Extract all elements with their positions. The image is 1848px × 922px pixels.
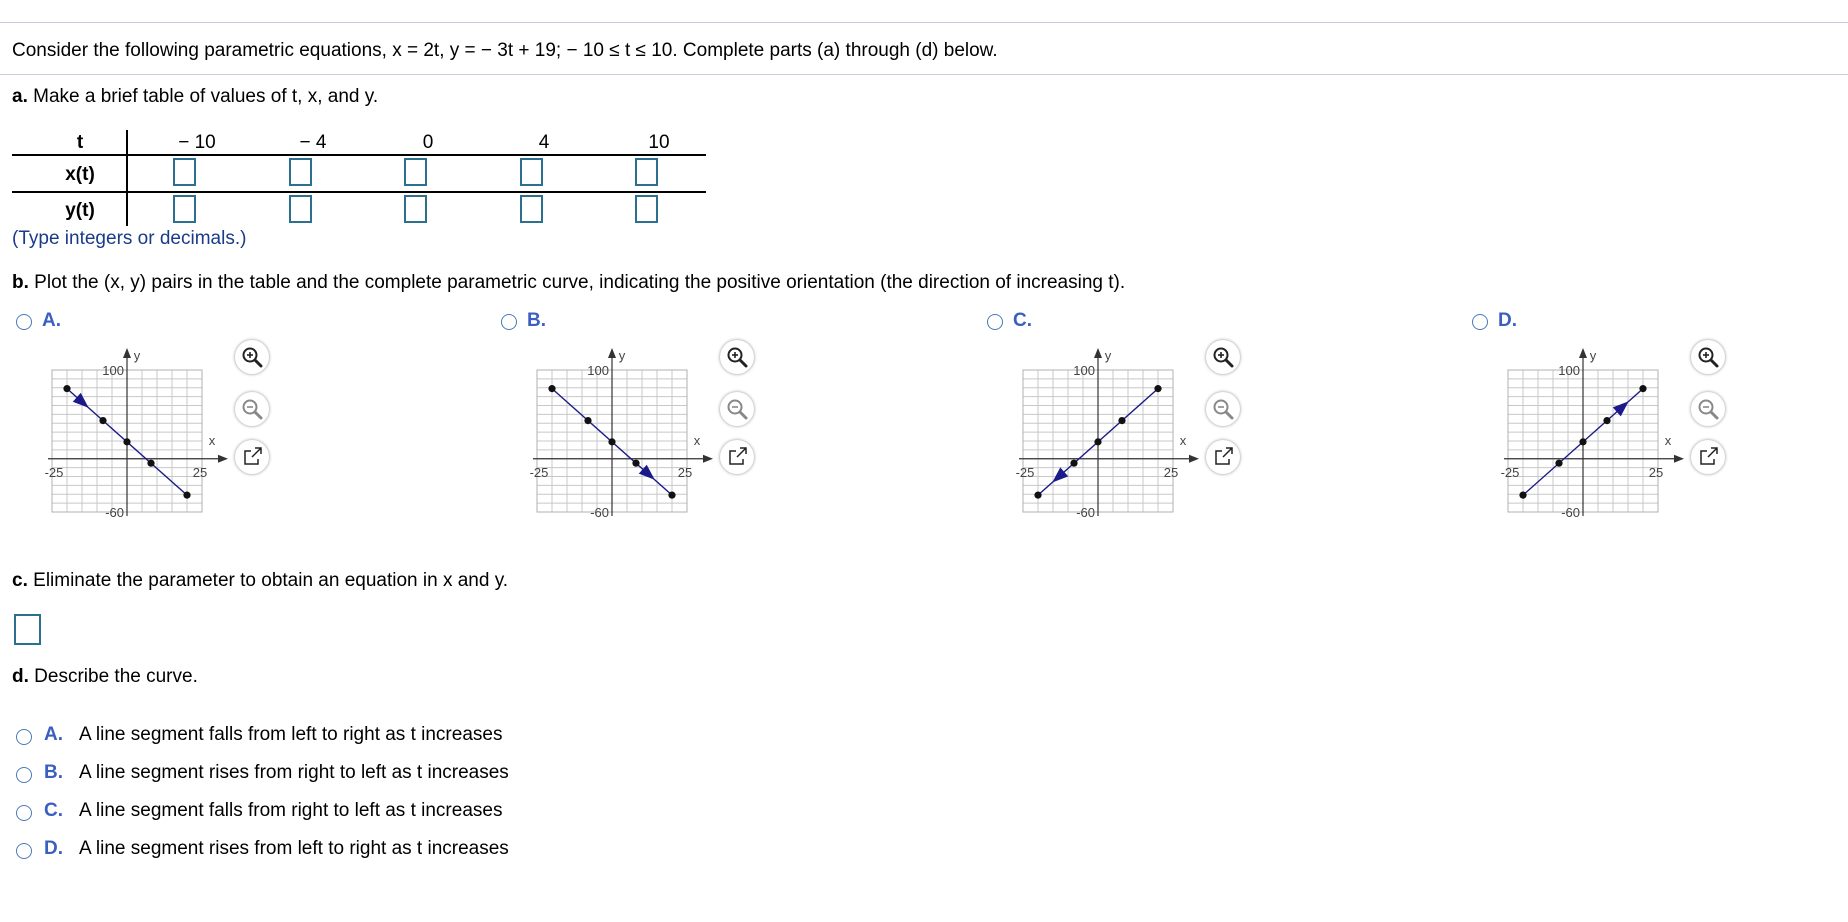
y-tick-label: -60 — [590, 505, 609, 520]
zoom-in-icon[interactable] — [235, 340, 269, 374]
y-input[interactable] — [404, 195, 427, 223]
x-axis-arrow — [1189, 455, 1199, 463]
data-point — [1639, 385, 1646, 392]
option-letter: C. — [44, 800, 63, 821]
data-point — [668, 492, 675, 499]
option-text: A line segment rises from left to right as t increases — [79, 838, 509, 859]
radio-button[interactable] — [16, 805, 32, 821]
y-tick-label: -60 — [1076, 505, 1095, 520]
data-point — [63, 385, 70, 392]
row-header-x: x(t) — [65, 164, 95, 185]
data-point — [584, 417, 591, 424]
zoom-out-icon[interactable] — [720, 392, 754, 426]
x-tick-label: -25 — [529, 464, 549, 480]
t-value: − 4 — [299, 132, 327, 153]
x-tick-label: 25 — [677, 464, 693, 480]
data-point — [1603, 417, 1610, 424]
data-point — [1154, 385, 1161, 392]
radio-button[interactable] — [16, 767, 32, 783]
data-point — [1070, 460, 1077, 467]
t-value: − 10 — [178, 132, 216, 153]
part-a-text: Make a brief table of values of t, x, and y. — [33, 86, 379, 107]
part-b-label: b. — [12, 272, 29, 293]
y-axis-name: y — [133, 348, 141, 363]
x-tick-label: -25 — [1015, 464, 1035, 480]
data-point — [99, 417, 106, 424]
y-axis-arrow — [1094, 348, 1102, 358]
t-value: 10 — [648, 132, 670, 153]
y-tick-label: 100 — [587, 363, 609, 378]
y-tick-label: 100 — [1073, 363, 1095, 378]
open-new-window-icon[interactable] — [720, 440, 754, 474]
t-value: 0 — [422, 132, 434, 153]
data-point — [1519, 492, 1526, 499]
table-vertical-rule — [126, 130, 128, 226]
data-point — [1094, 438, 1101, 445]
t-value: 4 — [538, 132, 550, 153]
y-tick-label: 100 — [1558, 363, 1580, 378]
equation-input[interactable] — [14, 614, 41, 645]
x-input[interactable] — [520, 158, 543, 186]
zoom-out-icon[interactable] — [1691, 392, 1725, 426]
part-a-label: a. — [12, 86, 28, 107]
y-axis-name: y — [1589, 348, 1597, 363]
part-d-label: d. — [12, 666, 29, 687]
data-point — [548, 385, 555, 392]
x-axis-name: x — [208, 432, 216, 448]
problem-intro: Consider the following parametric equations, x = 2t, y = − 3t + 19; − 10 ≤ t ≤ 10. Complete parts (a) through (d) below. — [12, 40, 998, 61]
intro-divider — [0, 74, 1848, 75]
y-tick-label: -60 — [105, 505, 124, 520]
table-rule-1 — [12, 154, 706, 156]
option-text: A line segment falls from left to right as t increases — [79, 724, 503, 745]
open-new-window-icon[interactable] — [1206, 440, 1240, 474]
part-c-label: c. — [12, 570, 28, 591]
radio-button[interactable] — [1472, 314, 1488, 330]
x-axis-arrow — [1674, 455, 1684, 463]
option-text: A line segment falls from right to left as t increases — [79, 800, 503, 821]
x-tick-label: -25 — [1500, 464, 1520, 480]
radio-button[interactable] — [501, 314, 517, 330]
y-tick-label: -60 — [1561, 505, 1580, 520]
graph — [985, 340, 1225, 520]
data-point — [1034, 492, 1041, 499]
option-letter: C. — [1013, 310, 1032, 331]
option-text: A line segment rises from right to left as t increases — [79, 762, 509, 783]
y-tick-label: 100 — [102, 363, 124, 378]
x-input[interactable] — [289, 158, 312, 186]
x-axis-name: x — [1664, 432, 1672, 448]
data-point — [1555, 460, 1562, 467]
top-divider — [0, 22, 1848, 23]
zoom-in-icon[interactable] — [1691, 340, 1725, 374]
part-d-prompt — [12, 666, 198, 688]
radio-button[interactable] — [16, 843, 32, 859]
graph — [499, 340, 739, 520]
option-letter: D. — [44, 838, 63, 859]
part-d-text: Describe the curve. — [34, 666, 198, 687]
y-axis-arrow — [1579, 348, 1587, 358]
x-input[interactable] — [173, 158, 196, 186]
part-b-prompt — [12, 272, 1125, 294]
y-axis-arrow — [608, 348, 616, 358]
data-point — [123, 438, 130, 445]
table-rule-2 — [12, 191, 706, 193]
zoom-out-icon[interactable] — [235, 392, 269, 426]
x-tick-label: 25 — [1648, 464, 1664, 480]
x-input[interactable] — [635, 158, 658, 186]
open-new-window-icon[interactable] — [235, 440, 269, 474]
option-letter: A. — [42, 310, 61, 331]
y-axis-name: y — [618, 348, 626, 363]
data-point — [1579, 438, 1586, 445]
option-letter: D. — [1498, 310, 1517, 331]
row-header-y: y(t) — [65, 200, 95, 221]
data-point — [183, 492, 190, 499]
zoom-in-icon[interactable] — [720, 340, 754, 374]
part-a-prompt — [12, 86, 378, 108]
x-axis-name: x — [693, 432, 701, 448]
y-axis-arrow — [123, 348, 131, 358]
option-letter: B. — [527, 310, 546, 331]
y-axis-name: y — [1104, 348, 1112, 363]
data-point — [632, 460, 639, 467]
part-c-text: Eliminate the parameter to obtain an equation in x and y. — [33, 570, 509, 591]
radio-button[interactable] — [987, 314, 1003, 330]
radio-button[interactable] — [16, 729, 32, 745]
zoom-out-icon[interactable] — [1206, 392, 1240, 426]
radio-button[interactable] — [16, 314, 32, 330]
open-new-window-icon[interactable] — [1691, 440, 1725, 474]
zoom-in-icon[interactable] — [1206, 340, 1240, 374]
data-point — [147, 460, 154, 467]
x-axis-arrow — [703, 455, 713, 463]
part-b-text: Plot the (x, y) pairs in the table and the complete parametric curve, indicating the positive orientation (the direction of increasing t). — [34, 272, 1126, 293]
y-input[interactable] — [520, 195, 543, 223]
x-tick-label: -25 — [44, 464, 64, 480]
x-input[interactable] — [404, 158, 427, 186]
y-input[interactable] — [289, 195, 312, 223]
x-axis-arrow — [218, 455, 228, 463]
values-table — [12, 128, 706, 228]
y-input[interactable] — [173, 195, 196, 223]
row-header-t: t — [76, 132, 84, 153]
part-c-prompt — [12, 570, 508, 592]
part-a-hint: (Type integers or decimals.) — [12, 228, 247, 249]
y-input[interactable] — [635, 195, 658, 223]
data-point — [1118, 417, 1125, 424]
option-letter: A. — [44, 724, 63, 745]
graph — [1470, 340, 1710, 520]
option-letter: B. — [44, 762, 63, 783]
data-point — [608, 438, 615, 445]
x-tick-label: 25 — [192, 464, 208, 480]
graph — [14, 340, 254, 520]
x-axis-name: x — [1179, 432, 1187, 448]
x-tick-label: 25 — [1163, 464, 1179, 480]
